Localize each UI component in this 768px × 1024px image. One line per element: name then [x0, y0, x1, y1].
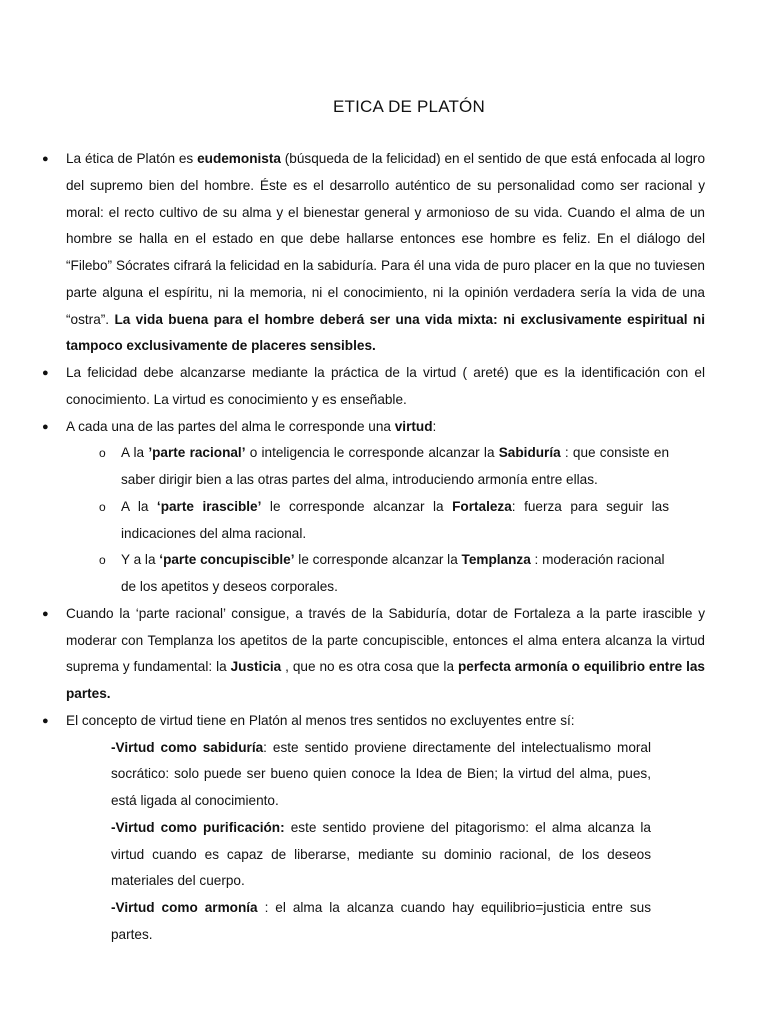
sub-item-concupiscible	[99, 547, 669, 601]
bullet-item-partes-alma	[42, 414, 705, 441]
bold-text-run: perfecta armonía o equilibrio entre las partes.	[66, 659, 705, 701]
bullet-icon: ●	[42, 714, 49, 727]
bold-text-run: Fortaleza	[452, 498, 512, 514]
circle-bullet-icon: o	[99, 499, 106, 514]
bullet-item-felicidad	[42, 360, 705, 414]
text-run: : que consiste en saber dirigir bien a las otras partes del alma, introduciendo armonía entre ellas.	[121, 445, 670, 487]
bullet-item-concepto-virtud	[42, 708, 705, 735]
text-run: le corresponde alcanzar la	[294, 552, 462, 568]
bold-text-run: -Virtud como purificación:	[111, 819, 285, 835]
text-run: este sentido proviene del pitagorismo: el alma alcanza la virtud cuando es capaz de liberarse, mediante su dominio racional, de los deseos materiales del cuerpo.	[111, 819, 651, 889]
bold-text-run: Templanza	[461, 552, 531, 568]
text-run: La ética de Platón es	[66, 151, 198, 166]
bullet-item-eudemonism	[42, 146, 706, 360]
document-body	[0, 146, 768, 949]
bullet-icon: ●	[42, 420, 49, 433]
virtue-armonia	[111, 895, 651, 949]
text-run: Cuando la ‘parte racional’ consigue, a través de la Sabiduría, dotar de Fortaleza a la parte irascible y moderar con Templanza los apetitos de la parte concupiscible, entonces el alma entera alcanza la virtud suprema y fundamental: la	[66, 605, 705, 675]
bold-text-run: -Virtud como sabiduría	[111, 739, 264, 755]
circle-bullet-icon: o	[99, 553, 106, 568]
text-run: El concepto de virtud tiene en Platón al menos tres sentidos no excluyentes entre sí:	[66, 712, 575, 728]
text-run: le corresponde alcanzar la	[261, 498, 453, 514]
bullet-item-justicia	[42, 601, 705, 708]
bold-text-run: eudemonista	[197, 151, 281, 166]
text-run: :	[432, 418, 437, 434]
text-run: (búsqueda de la felicidad) en el sentido de que está enfocada al logro del supremo bien del hombre. Éste es el desarrollo auténtico de su personalidad como ser racional y moral: el recto cultivo de su alma y el bienestar general y armonioso de su vida. Cuando el alma de un hombre se halla en el estado en que debe hallarse entonces ese hombre es feliz. En el diálogo del “Filebo” Sócrates cifrará la felicidad en la sabiduría. Para él una vida de puro placer en la que no tuviesen parte alguna el espíritu, ni la memoria, ni el conocimiento, ni la opinión verdadera sería la vida de una “ostra”.	[66, 151, 706, 327]
circle-bullet-icon: o	[99, 446, 106, 461]
bold-text-run: Sabiduría	[498, 445, 561, 461]
text-run: o inteligencia le corresponde alcanzar la	[245, 445, 499, 461]
text-run: A la	[121, 445, 149, 461]
bold-text-run: -Virtud como armonía	[111, 900, 258, 915]
page-title: ETICA DE PLATÓN	[333, 97, 485, 116]
bold-text-run: ‘parte irascible’	[156, 498, 262, 514]
bold-text-run: Justicia	[230, 659, 282, 675]
bold-text-run: ‘parte concupiscible’	[159, 552, 295, 568]
sub-item-irascible	[99, 494, 669, 548]
bullet-icon: ●	[42, 367, 49, 379]
bold-text-run: La vida buena para el hombre deberá ser una vida mixta: ni exclusivamente espiritual ni tampoco exclusivamente de placeres sensibles.	[66, 311, 705, 354]
text-run: A la	[121, 498, 157, 514]
text-run: , que no es otra cosa que la	[281, 659, 458, 675]
text-run: : moderación racional de los apetitos y deseos corporales.	[121, 552, 665, 594]
text-run: : fuerza para seguir las indicaciones del alma racional.	[121, 498, 669, 541]
text-run: : el alma la alcanza cuando hay equilibrio=justicia entre sus partes.	[111, 900, 651, 942]
sub-item-racional	[99, 440, 670, 494]
bold-text-run: virtud	[394, 418, 433, 434]
text-run: A cada una de las partes del alma le corresponde una	[66, 418, 395, 434]
virtue-sabiduria	[111, 735, 651, 815]
text-run: La felicidad debe alcanzarse mediante la práctica de la virtud ( areté) que es la identificación con el conocimiento. La virtud es conocimiento y es enseñable.	[66, 365, 705, 407]
text-run: Y a la	[121, 552, 160, 568]
virtue-purificacion	[111, 815, 651, 895]
text-run: : este sentido proviene directamente del intelectualismo moral socrático: solo puede ser bueno quien conoce la Idea de Bien; la virtud del alma, pues, está ligada al conocimiento.	[111, 739, 651, 808]
sub-list-virtudes	[0, 440, 768, 601]
bullet-icon: ●	[42, 607, 49, 620]
bullet-icon: ●	[42, 153, 49, 165]
bold-text-run: ’parte racional’	[148, 445, 246, 461]
